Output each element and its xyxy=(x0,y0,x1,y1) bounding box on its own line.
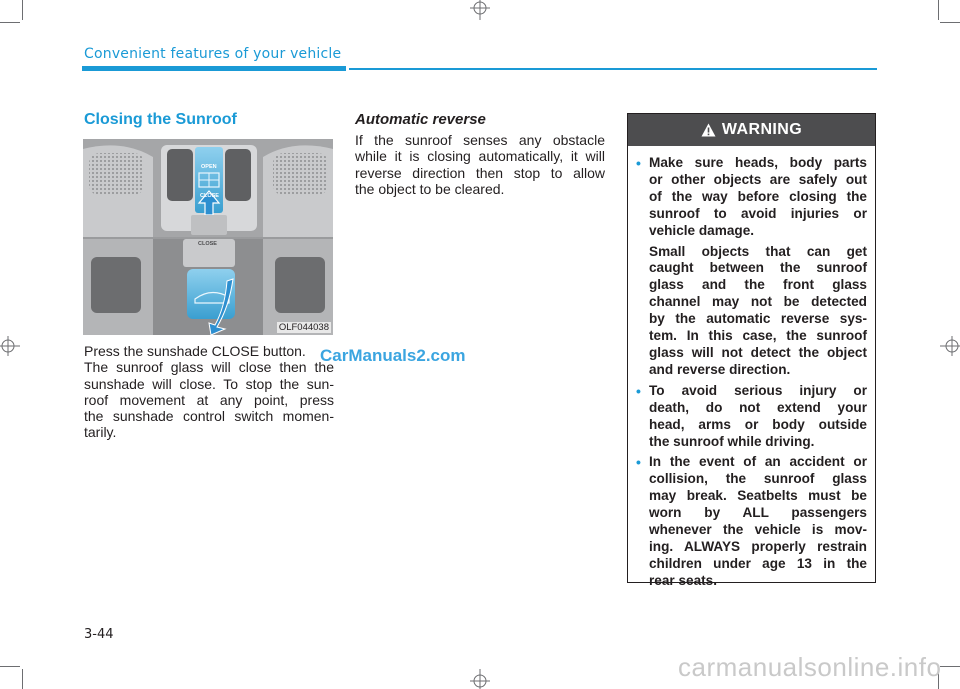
warning-line: and reverse direction. xyxy=(649,361,791,377)
section-title: Convenient features of your vehicle xyxy=(84,46,342,62)
text-line: Press the sunshade CLOSE button. xyxy=(84,343,306,359)
automatic-reverse-heading: Automatic reverse xyxy=(355,111,486,128)
warning-line: or other objects are safely out xyxy=(649,171,867,187)
warning-title: WARNING xyxy=(721,121,803,138)
warning-header xyxy=(628,114,875,146)
text-line: while it is closing automatically, it will xyxy=(355,148,605,165)
warning-line: glass and the front glass xyxy=(649,277,867,293)
header-rule-thin xyxy=(349,68,877,70)
registration-mark-top xyxy=(468,0,492,20)
footer-watermark-text: carmanualsonline.info xyxy=(678,652,942,682)
warning-line: whenever the vehicle is mov- xyxy=(649,522,867,538)
warning-paragraph xyxy=(649,244,867,379)
watermark-text: CarManuals2.com xyxy=(320,346,466,365)
warning-line: vehicle damage. xyxy=(649,222,755,238)
warning-line: by the automatic reverse sys- xyxy=(649,311,867,327)
text-line: sunshade will close. To stop the sun- xyxy=(84,375,334,392)
registration-mark-right xyxy=(940,334,960,358)
warning-line: head, arms or body outside xyxy=(649,416,867,432)
warning-item xyxy=(636,155,867,379)
warning-line: tem. In this case, the sunroof xyxy=(649,328,867,344)
warning-line: may break. Seatbelts must be xyxy=(649,488,867,504)
open-button-label: OPEN xyxy=(201,164,217,170)
warning-triangle-icon xyxy=(701,123,716,137)
crop-mark-top-right-v xyxy=(938,0,939,20)
warning-line: Small objects that can get xyxy=(649,243,867,259)
warning-list xyxy=(636,155,867,594)
photo-caption: OLF044038 xyxy=(278,322,329,333)
warning-paragraph xyxy=(649,454,867,589)
close-button-label-top: CLOSE xyxy=(200,193,219,199)
warning-line: death, do not extend your xyxy=(649,399,867,415)
crop-mark-bottom-left-h xyxy=(0,666,20,667)
warning-line: channel may not be detected xyxy=(649,294,867,310)
page-number: 3-44 xyxy=(84,627,114,642)
bullet-icon: • xyxy=(636,155,641,171)
close-button-label-bottom: CLOSE xyxy=(198,241,217,247)
warning-line: caught between the sunroof xyxy=(649,260,867,276)
crop-mark-top-left-v xyxy=(22,0,23,20)
bullet-icon: • xyxy=(636,382,641,399)
text-line: the sunshade control switch momen- xyxy=(84,408,334,425)
warning-line: sunroof to avoid injuries or xyxy=(649,205,867,221)
crop-mark-bottom-left-v xyxy=(22,669,23,689)
warning-paragraph xyxy=(649,383,867,451)
warning-line: collision, the sunroof glass xyxy=(649,471,867,487)
text-line: The sunroof glass will close then the xyxy=(84,359,334,376)
warning-item xyxy=(636,383,867,451)
text-line: reverse direction then stop to allow xyxy=(355,164,605,181)
registration-mark-left xyxy=(0,334,20,358)
warning-line: worn by ALL passengers xyxy=(649,505,867,521)
text-line: the object to be cleared. xyxy=(355,180,505,197)
warning-box xyxy=(627,113,876,588)
warning-line: ing. ALWAYS properly restrain xyxy=(649,538,867,554)
crop-mark-bottom-right-h xyxy=(940,666,960,667)
warning-line: of the way before closing the xyxy=(649,188,867,204)
warning-line: Make sure heads, body parts xyxy=(649,155,867,170)
text-line: roof movement at any point, press xyxy=(84,391,334,408)
crop-mark-top-left-h xyxy=(0,22,20,23)
registration-mark-bottom xyxy=(468,669,492,689)
warning-item xyxy=(636,454,867,589)
crop-mark-top-right-h xyxy=(940,22,960,23)
header-rule-thick xyxy=(82,66,346,71)
bullet-icon: • xyxy=(636,454,641,471)
warning-line: the sunroof while driving. xyxy=(649,433,815,449)
automatic-reverse-paragraph xyxy=(355,132,605,197)
text-line: If the sunroof senses any obstacle xyxy=(355,132,605,148)
warning-line: rear seats. xyxy=(649,572,718,588)
warning-line: glass will not detect the object xyxy=(649,344,867,360)
text-line: tarily. xyxy=(84,424,117,441)
warning-line: children under age 13 in the xyxy=(649,555,867,571)
warning-line: In the event of an accident or xyxy=(649,454,867,470)
warning-paragraph xyxy=(649,155,867,240)
closing-paragraph xyxy=(84,343,334,441)
sunroof-switch-photo xyxy=(83,139,333,335)
warning-line: To avoid serious injury or xyxy=(649,382,867,398)
section-heading: Closing the Sunroof xyxy=(84,111,237,128)
